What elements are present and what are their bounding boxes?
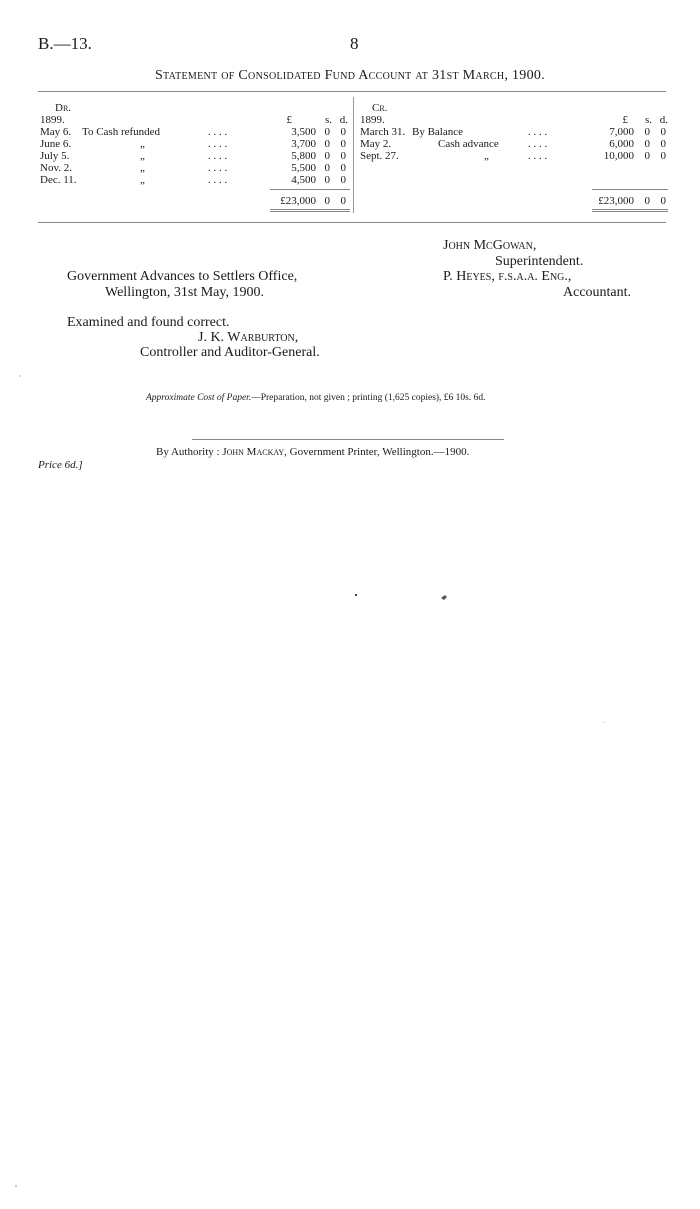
dr-row-shillings: 0: [324, 138, 330, 150]
dr-year: 1899.: [40, 114, 65, 126]
dr-total-shillings: 0: [324, 195, 330, 207]
cr-row-leaders: . . . .: [528, 150, 548, 162]
dr-row-leaders: . . . .: [208, 138, 228, 150]
accountant-name: P. Heyes, f.s.a.a. Eng.,: [443, 269, 572, 284]
dr-row-pence: 0: [340, 126, 346, 138]
cost-label: Approximate Cost of Paper.: [146, 393, 252, 403]
dr-row-desc: „: [140, 174, 145, 186]
cr-col-pounds: £: [622, 114, 628, 126]
dr-row-desc: „: [140, 138, 145, 150]
dr-row-pence: 0: [340, 150, 346, 162]
cr-col-shillings: s.: [644, 114, 652, 126]
dr-label: Dr.: [55, 102, 72, 114]
dr-col-pounds: £: [286, 114, 292, 126]
cr-row-shillings: 0: [644, 138, 650, 150]
dr-row-pounds: 5,800: [291, 150, 316, 162]
cr-row-pounds: 10,000: [603, 150, 634, 162]
superintendent-title: Superintendent.: [495, 254, 584, 269]
printer-name: John Mackay,: [222, 446, 287, 458]
dr-col-pence: d.: [339, 114, 348, 126]
dr-row-leaders: . . . .: [208, 162, 228, 174]
cr-row-pence: 0: [660, 126, 666, 138]
speck: [604, 722, 605, 723]
cr-row-pence: 0: [660, 150, 666, 162]
cr-year: 1899.: [360, 114, 385, 126]
dr-row-pence: 0: [340, 162, 346, 174]
dr-row-pounds: 4,500: [291, 174, 316, 186]
cr-total-pounds: £23,000: [598, 195, 634, 207]
dr-row-pence: 0: [340, 174, 346, 186]
dr-row-pounds: 3,700: [291, 138, 316, 150]
cr-row-date: Sept. 27.: [360, 150, 399, 162]
dr-row-shillings: 0: [324, 150, 330, 162]
auditor-title: Controller and Auditor-General.: [140, 345, 320, 360]
dr-row-pence: 0: [340, 138, 346, 150]
speck: [441, 595, 447, 600]
cr-label: Cr.: [372, 102, 388, 114]
cr-row-pence: 0: [660, 138, 666, 150]
cr-row-leaders: . . . .: [528, 126, 548, 138]
cr-row-date: March 31.: [360, 126, 406, 138]
cr-row-shillings: 0: [644, 126, 650, 138]
dr-row-leaders: . . . .: [208, 126, 228, 138]
auditor-name: J. K. Warburton,: [198, 330, 299, 345]
cr-total-shillings: 0: [644, 195, 650, 207]
examined-statement: Examined and found correct.: [67, 315, 230, 330]
cr-row-date: May 2.: [360, 138, 392, 150]
statement-title: Statement of Consolidated Fund Account at 31st March, 1900.: [154, 68, 546, 83]
dr-row-date: June 6.: [40, 138, 72, 150]
cr-row-desc: „: [484, 150, 489, 162]
cr-total-pence: 0: [660, 195, 666, 207]
dr-row-shillings: 0: [324, 174, 330, 186]
office-line-1: Government Advances to Settlers Office,: [67, 269, 298, 284]
document-reference: B.—13.: [38, 34, 92, 53]
speck: [355, 594, 357, 596]
dr-total-pence: 0: [340, 195, 346, 207]
dr-row-pounds: 3,500: [291, 126, 316, 138]
dr-col-shillings: s.: [324, 114, 332, 126]
authority-prefix: By Authority :: [156, 446, 220, 458]
dr-row-date: July 5.: [40, 150, 70, 162]
cr-row-pounds: 6,000: [609, 138, 634, 150]
cr-row-pounds: 7,000: [609, 126, 634, 138]
dr-row-leaders: . . . .: [208, 150, 228, 162]
cr-row-leaders: . . . .: [528, 138, 548, 150]
speck: [19, 375, 20, 376]
dr-row-leaders: . . . .: [208, 174, 228, 186]
authority-suffix: Government Printer, Wellington.—1900.: [289, 446, 470, 458]
dr-row-pounds: 5,500: [291, 162, 316, 174]
dr-total-pounds: £23,000: [280, 195, 316, 207]
accountant-title: Accountant.: [563, 285, 632, 300]
dr-row-desc: To Cash refunded: [82, 126, 161, 138]
dr-row-shillings: 0: [324, 162, 330, 174]
cr-col-pence: d.: [659, 114, 668, 126]
dr-row-date: Nov. 2.: [40, 162, 72, 174]
office-line-2: Wellington, 31st May, 1900.: [105, 285, 264, 300]
dr-row-date: Dec. 11.: [40, 174, 77, 186]
superintendent-name: John McGowan,: [443, 238, 537, 253]
dr-row-shillings: 0: [324, 126, 330, 138]
cr-row-desc: By Balance: [412, 126, 464, 138]
dr-row-desc: „: [140, 150, 145, 162]
page-number: 8: [350, 34, 359, 53]
price-note: Price 6d.]: [38, 459, 83, 471]
cost-text: —Preparation, not given ; printing (1,625 copies), £6 10s. 6d.: [251, 393, 486, 403]
cr-row-shillings: 0: [644, 150, 650, 162]
dr-row-date: May 6.: [40, 126, 72, 138]
speck: [15, 1185, 16, 1186]
dr-row-desc: „: [140, 162, 145, 174]
cr-row-desc: Cash advance: [438, 138, 499, 150]
